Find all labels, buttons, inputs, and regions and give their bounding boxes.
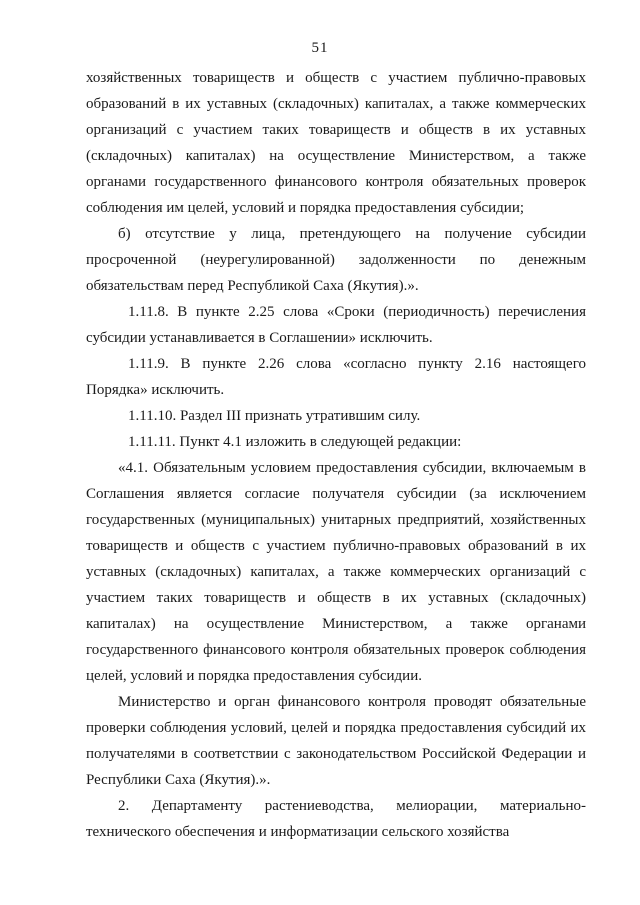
document-body bbox=[86, 65, 586, 845]
paragraph-1-11-8: 1.11.8. В пункте 2.25 слова «Сроки (периодичность) перечисления субсидии устанавливается в Соглашении» исключить. bbox=[86, 304, 586, 346]
paragraph-4-1-quote: «4.1. Обязательным условием предоставления субсидии, включаемым в Соглашения является согласие получателя субсидии (за исключением государственных (муниципальных) унитарных предприятий, хозяйственных товариществ и обществ с участием публично-правовых образований в их уставных (складочных) капиталах, а также коммерческих организаций с участием таких товариществ и обществ в их уставных (складочных) капиталах) на осуществление Министерством, а также органами государственного финансового контроля обязательных проверок соблюдения целей, условий и порядка предоставления субсидии. bbox=[86, 460, 586, 684]
paragraph-continuation: хозяйственных товариществ и обществ с участием публично-правовых образований в их уставных (складочных) капиталах, а также коммерческих организаций с участием таких товариществ и обществ в их уставных (складочных) капиталах) на осуществление Министерством, а также органами государственного финансового контроля обязательных проверок соблюдения им целей, условий и порядка предоставления субсидии; bbox=[86, 70, 586, 216]
paragraph-1-11-9: 1.11.9. В пункте 2.26 слова «согласно пункту 2.16 настоящего Порядка» исключить. bbox=[86, 356, 586, 398]
paragraph-1-11-10: 1.11.10. Раздел III признать утратившим силу. bbox=[128, 408, 421, 424]
paragraph-ministry-checks: Министерство и орган финансового контроля проводят обязательные проверки соблюдения условий, целей и порядка предоставления субсидий их получателями в соответствии с законодательством Российской Федерации и Республики Саха (Якутия).». bbox=[86, 694, 586, 788]
paragraph-subitem-b: б) отсутствие у лица, претендующего на получение субсидии просроченной (неурегулированной) задолженности по денежным обязательствам перед Республикой Саха (Якутия).». bbox=[86, 226, 586, 294]
paragraph-1-11-11: 1.11.11. Пункт 4.1 изложить в следующей редакции: bbox=[128, 434, 462, 450]
paragraph-2-department: 2. Департаменту растениеводства, мелиорации, материально-технического обеспечения и информатизации сельского хозяйства bbox=[86, 798, 586, 840]
page-number: 51 bbox=[311, 40, 329, 56]
